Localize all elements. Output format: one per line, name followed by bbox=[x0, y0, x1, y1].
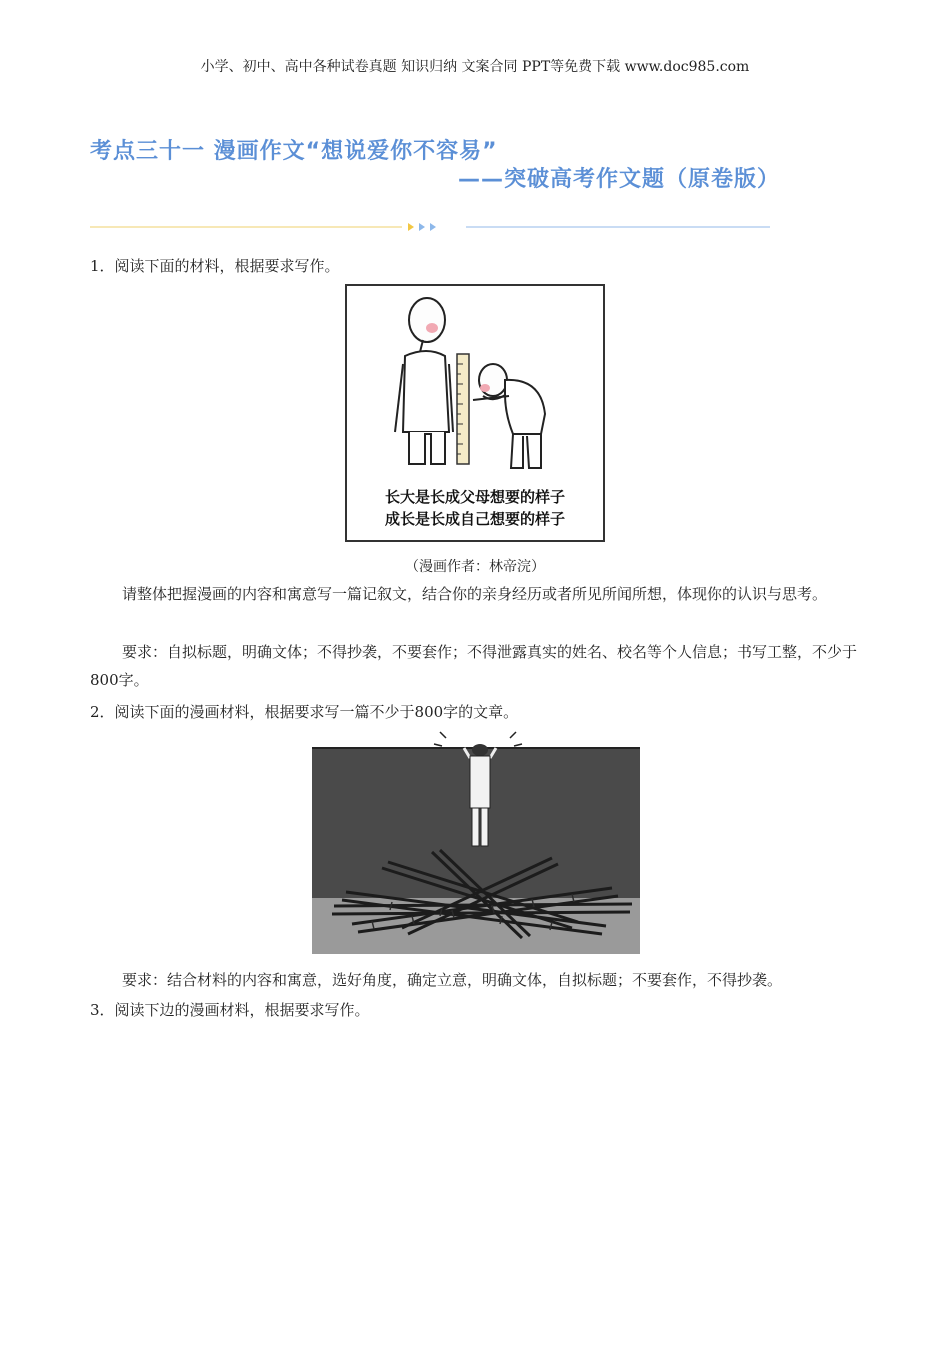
page-title-line1: 考点三十一 漫画作文“想说爱你不容易” bbox=[90, 139, 498, 164]
question-3-prompt: 3．阅读下边的漫画材料，根据要求写作。 bbox=[90, 1001, 370, 1019]
comic-author-caption: （漫画作者：林帝浣） bbox=[405, 559, 545, 575]
arrow-icon bbox=[419, 223, 425, 231]
question-1-paragraph-1: 请整体把握漫画的内容和寓意写一篇记叙文，结合你的亲身经历或者所见所闻所想，体现你的认识与思考。 bbox=[122, 585, 828, 603]
question-1-prompt: 1．阅读下面的材料，根据要求写作。 bbox=[90, 257, 340, 275]
comic-ladders-pit bbox=[312, 728, 640, 954]
arrow-icon bbox=[430, 223, 436, 231]
arrow-icon bbox=[408, 223, 414, 231]
title-divider bbox=[90, 220, 770, 234]
question-2-prompt: 2．阅读下面的漫画材料，根据要求写一篇不少于800字的文章。 bbox=[90, 703, 519, 721]
comic-caption-line1: 长大是长成父母想要的样子 bbox=[384, 488, 566, 506]
comic-caption-line2: 成长是长成自己想要的样子 bbox=[384, 510, 566, 528]
question-2-paragraph: 要求：结合材料的内容和寓意，选好角度，确定立意，明确文体，自拟标题；不要套作，不得抄袭。 bbox=[122, 971, 783, 989]
comic-measuring-height bbox=[345, 284, 605, 542]
page-title-line2: ——突破高考作文题（原卷版） bbox=[458, 167, 781, 192]
question-1-paragraph-2: 要求：自拟标题，明确文体；不得抄袭，不要套作；不得泄露真实的姓名、校名等个人信息；书写工整，不少于800字。 bbox=[90, 643, 858, 689]
page-header: 小学、初中、高中各种试卷真题 知识归纳 文案合同 PPT等免费下载 www.doc985.com bbox=[200, 59, 750, 75]
